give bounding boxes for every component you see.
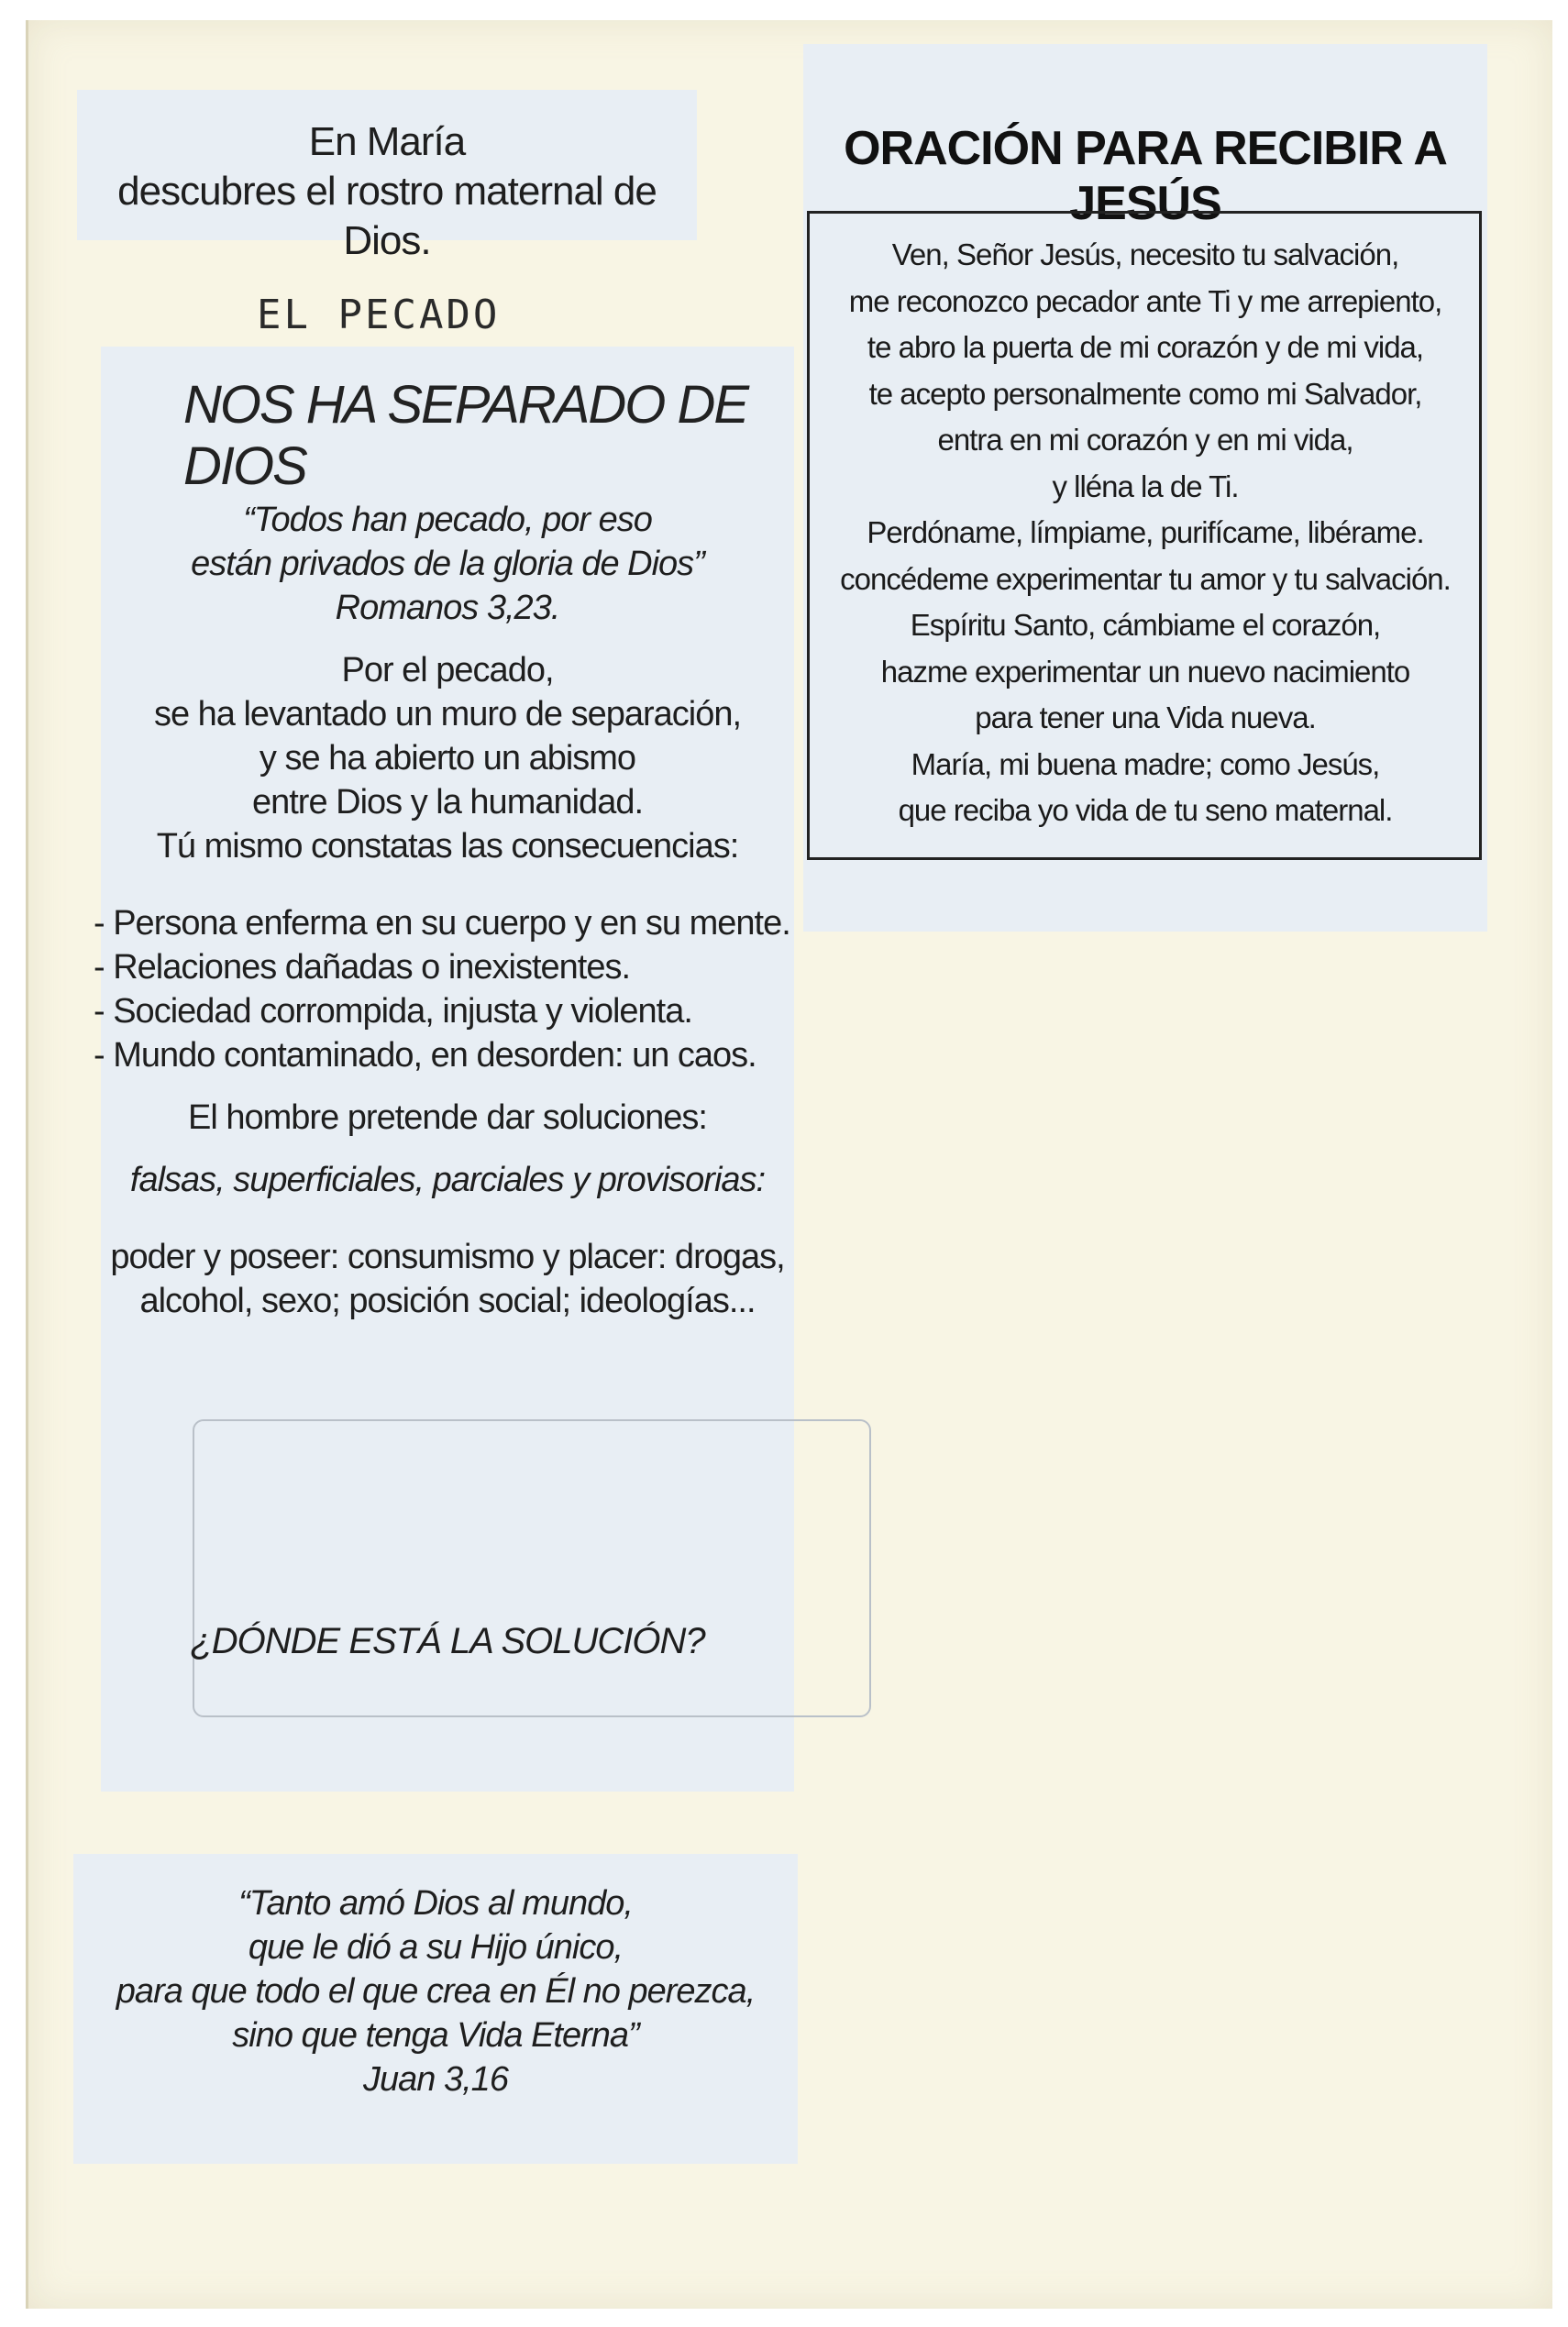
- prayer-line: me reconozco pecador ante Ti y me arrepiento,: [848, 283, 1442, 318]
- solutions-intro: El hombre pretende dar soluciones:: [188, 1098, 707, 1137]
- solutions-list-line: alcohol, sexo; posición social; ideologías...: [139, 1282, 756, 1320]
- prayer-line: que reciba yo vida de tu seno maternal.: [898, 793, 1393, 827]
- solution-question: ¿DÓNDE ESTÁ LA SOLUCIÓN?: [190, 1621, 705, 1661]
- juan-reference: Juan 3,16: [363, 2060, 508, 2099]
- prayer-line: y lléna la de Ti.: [1052, 469, 1239, 503]
- prayer-line: María, mi buena madre; como Jesús,: [911, 746, 1380, 781]
- juan-line: para que todo el que crea en Él no perezca,: [116, 1972, 756, 2011]
- juan-line: “Tanto amó Dios al mundo,: [238, 1884, 633, 1923]
- quote-reference: Romanos 3,23.: [335, 589, 560, 627]
- juan-line: que le dió a su Hijo único,: [248, 1928, 624, 1967]
- solutions-list-line: poder y poseer: consumismo y placer: drogas,: [110, 1238, 785, 1276]
- body-line: se ha levantado un muro de separación,: [153, 695, 742, 733]
- clipping-pecado: [94, 347, 794, 1792]
- clipping-juan: [73, 1854, 798, 2164]
- quote-line: “Todos han pecado, por eso: [243, 501, 652, 539]
- consequence-item: - Sociedad corrompida, injusta y violenta.: [94, 992, 692, 1031]
- oracion-title: ORACIÓN PARA RECIBIR A JESÚS: [844, 122, 1447, 230]
- clipping-oracion: [803, 44, 1487, 932]
- juan-line: sino que tenga Vida Eterna”: [232, 2016, 639, 2055]
- solutions-type: falsas, superficiales, parciales y provisorias:: [129, 1161, 766, 1199]
- consequence-item: - Persona enferma en su cuerpo y en su mente.: [94, 904, 790, 943]
- handwritten-title: EL PECADO: [257, 292, 501, 338]
- prayer-line: te abro la puerta de mi corazón y de mi vida,: [867, 330, 1424, 364]
- body-line: entre Dios y la humanidad.: [251, 783, 644, 822]
- body-line: Tú mismo constatas las consecuencias:: [156, 827, 739, 866]
- consequence-item: - Relaciones dañadas o inexistentes.: [94, 948, 631, 987]
- pecado-heading: NOS HA SEPARADO DE DIOS: [183, 375, 748, 496]
- prayer-line: te acepto personalmente como mi Salvador,: [868, 376, 1422, 411]
- maria-line: descubres el rostro maternal de Dios.: [117, 169, 657, 263]
- quote-line: están privados de la gloria de Dios”: [191, 545, 704, 583]
- body-line: y se ha abierto un abismo: [259, 739, 636, 778]
- clipping-maria: [77, 90, 697, 263]
- faint-inner-box: [193, 1419, 871, 1717]
- prayer-line: Perdóname, límpiame, purifícame, libérame.: [867, 515, 1424, 549]
- prayer-line: para tener una Vida nueva.: [975, 700, 1316, 734]
- maria-line: En María: [308, 119, 466, 164]
- prayer-line: Ven, Señor Jesús, necesito tu salvación,: [891, 237, 1399, 271]
- prayer-line: entra en mi corazón y en mi vida,: [937, 423, 1353, 457]
- prayer-line: hazme experimentar un nuevo nacimiento: [880, 654, 1410, 689]
- consequence-item: - Mundo contaminado, en desorden: un caos.: [94, 1036, 756, 1075]
- prayer-line: concédeme experimentar tu amor y tu salvación.: [840, 561, 1451, 596]
- body-line: Por el pecado,: [341, 651, 554, 689]
- prayer-line: Espíritu Santo, cámbiame el corazón,: [910, 608, 1381, 642]
